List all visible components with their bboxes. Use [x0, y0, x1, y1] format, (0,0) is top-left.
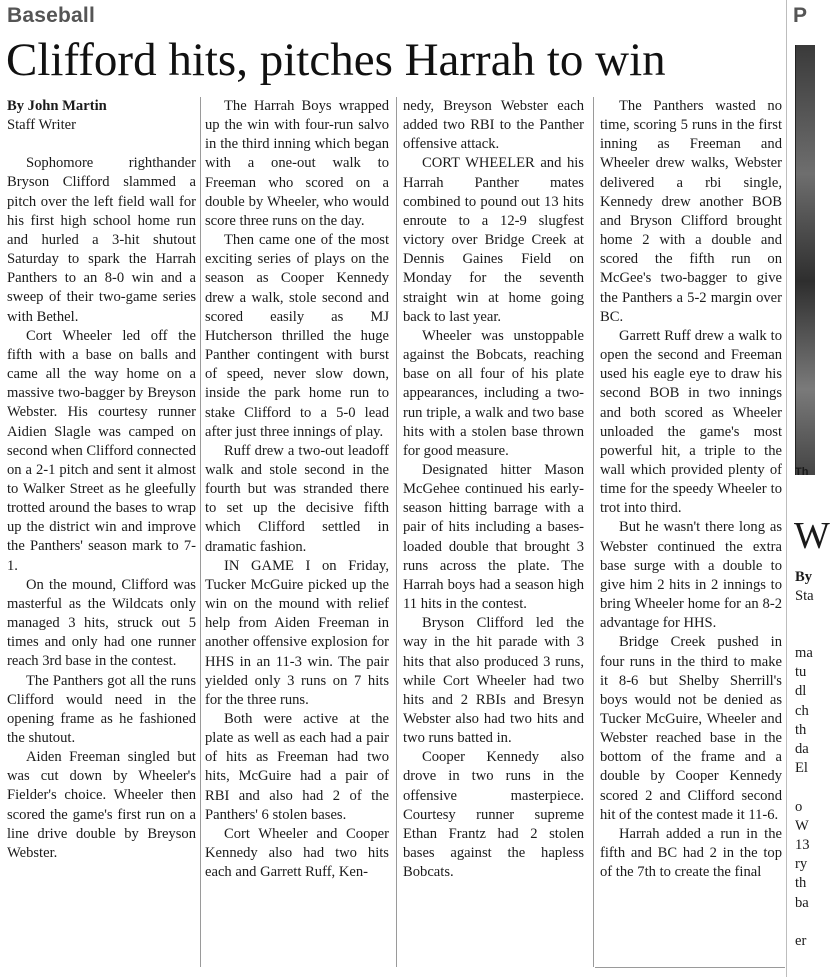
paragraph: Both were active at the plate as well as each had a pair of hits as Freeman had two hits, McGuire had a pair of RBI and also had 2 of the Panthers' 6 stolen bases. — [205, 711, 389, 823]
paragraph: The Harrah Boys wrapped up the win with four-run salvo in the third inning which began with a one-out walk to Freeman who scored on a double by Wheeler, who would score three runs on the day. — [205, 98, 389, 229]
neighbor-fragment: o — [795, 798, 803, 815]
byline-role: Staff Writer — [7, 117, 76, 134]
paragraph: Wheeler was unstoppable against the Bobcats, reaching base on all four of his plate appearances, including a two-run triple, a walk and two base hits with a stolen base thrown for good measure. — [403, 327, 584, 459]
column-rule — [593, 97, 594, 967]
column-rule — [396, 97, 397, 967]
article-column-2 — [205, 97, 389, 969]
neighbor-photo — [795, 45, 815, 475]
neighbor-fragment: ma — [795, 645, 813, 661]
neighbor-role: Sta — [795, 588, 814, 604]
neighbor-fragment: th — [795, 875, 807, 892]
paragraph: Then came one of the most exciting series of plays on the season as Cooper Kennedy drew a walk, stole second and scored easily as MJ Hutcherson thrilled the huge Panther contingent with burst of speed, never slow down, inside the park home run to stake Clifford to a 5-0 lead after just three innings of play. — [205, 232, 389, 440]
byline-name: By John Martin — [7, 98, 107, 114]
headline: Clifford hits, pitches Harrah to win — [6, 34, 666, 86]
article-column-1 — [7, 97, 196, 969]
paragraph: Harrah added a run in the fifth and BC had 2 in the top of the 7th to create the final — [600, 825, 782, 881]
paragraph: Garrett Ruff drew a walk to open the second and Freeman used his eagle eye to draw his second BOB in two innings and both scored as Wheeler unloaded the game's most powerful hit, a triple to the wall which provided plenty of time for the speedy Wheeler to trot into third. — [600, 327, 782, 517]
neighbor-fragment: tu — [795, 664, 807, 681]
paragraph: Ruff drew a two-out leadoff walk and stole second in the fourth but was stranded there to set up the decisive fifth which Clifford settled in dramatic fashion. — [205, 442, 389, 555]
bottom-rule — [595, 967, 785, 968]
neighbor-fragment: W — [795, 817, 809, 834]
paragraph: CORT WHEELER and his Harrah Panther mates combined to pound out 13 hits enroute to a 12-9 slugfest victory over Bridge Creek at Dennis Gaines Field on Monday for the seventh straight win at home going back to last year. — [403, 155, 584, 325]
neighbor-fragment: da — [795, 741, 809, 757]
article-column-4 — [600, 97, 782, 969]
neighbor-caption: Th — [795, 466, 809, 478]
article-column-3 — [403, 97, 584, 969]
paragraph: Sophomore righthander Bryson Clifford slammed a pitch over the left field wall for his first high school home run and hurled a 3-hit shutout Saturday to spark the Harrah Panthers to an 8-0 win and a sweep of their two-game series with Bethel. — [7, 155, 196, 325]
column-rule — [200, 97, 201, 967]
neighbor-fragment: El — [795, 760, 808, 777]
paragraph: Cort Wheeler and Cooper Kennedy also had two hits each and Garrett Ruff, Ken- — [205, 825, 389, 881]
neighbor-article — [787, 0, 830, 977]
neighbor-fragment: 13 — [795, 837, 810, 853]
neighbor-fragment: th — [795, 721, 807, 738]
neighbor-headline: W — [794, 515, 830, 557]
paragraph: nedy, Breyson Webster each added two RBI to the Panther offensive attack. — [403, 98, 584, 153]
neighbor-photo-edge — [795, 45, 796, 475]
paragraph: Cort Wheeler led off the fifth with a base on balls and came all the way home on a massive two-bagger by Breyson Webster. His courtesy runner Aidien Slagle was camped on second when Clifford connected on a 2-1 pitch and sent it almost to Walker Street as he gleefully trotted around the bases to wrap up the district win and improve the Panthers' season mark to 7-1. — [7, 327, 196, 574]
paragraph: On the mound, Clifford was masterful as the Wildcats only managed 3 hits, struck out 5 times and only had one runner reach 3rd base in the contest. — [7, 576, 196, 670]
neighbor-fragment: ch — [795, 702, 809, 719]
paragraph: But he wasn't there long as Webster continued the extra base surge with a double to give him 2 hits in 2 innings to bring Wheeler home for an 8-2 advantage for HHS. — [600, 519, 782, 632]
neighbor-fragment: er — [795, 933, 807, 949]
paragraph: Bridge Creek pushed in four runs in the third to make it 8-6 but Shelby Sherrill's boys would not be denied as Tucker McGuire, Wheeler and Webster reached base in the bottom of the frame and a double by Cooper Kennedy scored 2 and Clifford second hit of the contest made it 11-6. — [600, 634, 782, 823]
paragraph: Cooper Kennedy also drove in two runs in the offensive masterpiece. Courtesy runner supreme Ethan Frantz had 2 stolen bases against the hapless Bobcats. — [403, 749, 584, 881]
neighbor-fragment: dl — [795, 683, 807, 700]
paragraph: The Panthers got all the runs Clifford would need in the opening frame as he fashioned the shutout. — [7, 672, 196, 746]
paragraph: IN GAME I on Friday, Tucker McGuire picked up the win on the mound with relief help from Aiden Freeman in another offensive explosion for HHS in an 11-3 win. The pair yielded only 3 runs on 7 hits for the three runs. — [205, 557, 389, 708]
paragraph: The Panthers wasted no time, scoring 5 runs in the first inning as Freeman and Wheeler drew walks, Webster delivered a rbi single, Kennedy drew another BOB and Bryson Clifford brought home 2 with a double and scored the fifth run on McGee's two-bagger to give the Panthers a 5-2 margin over BC. — [600, 98, 782, 325]
paragraph: Aiden Freeman singled but was cut down by Wheeler's Fielder's choice. Wheeler then scored the game's first run on a line drive double by Breyson Webster. — [7, 749, 196, 861]
neighbor-fragment: ba — [795, 894, 809, 911]
paragraph: Bryson Clifford led the way in the hit parade with 3 hits that also produced 3 runs, while Cort Wheeler had two hits and 2 RBIs and Bresyn Webster also had two hits and two runs batted in. — [403, 615, 584, 747]
neighbor-section-label: P — [793, 4, 808, 27]
neighbor-fragment: ry — [795, 856, 808, 873]
paragraph: Designated hitter Mason McGehee continued his early-season hitting barrage with a pair of hits including a bases-loaded double that brought 3 runs across the plate. The Harrah boys had a season high 11 hits in the contest. — [403, 461, 584, 613]
neighbor-byline: By — [795, 569, 813, 585]
section-label: Baseball — [7, 4, 95, 27]
